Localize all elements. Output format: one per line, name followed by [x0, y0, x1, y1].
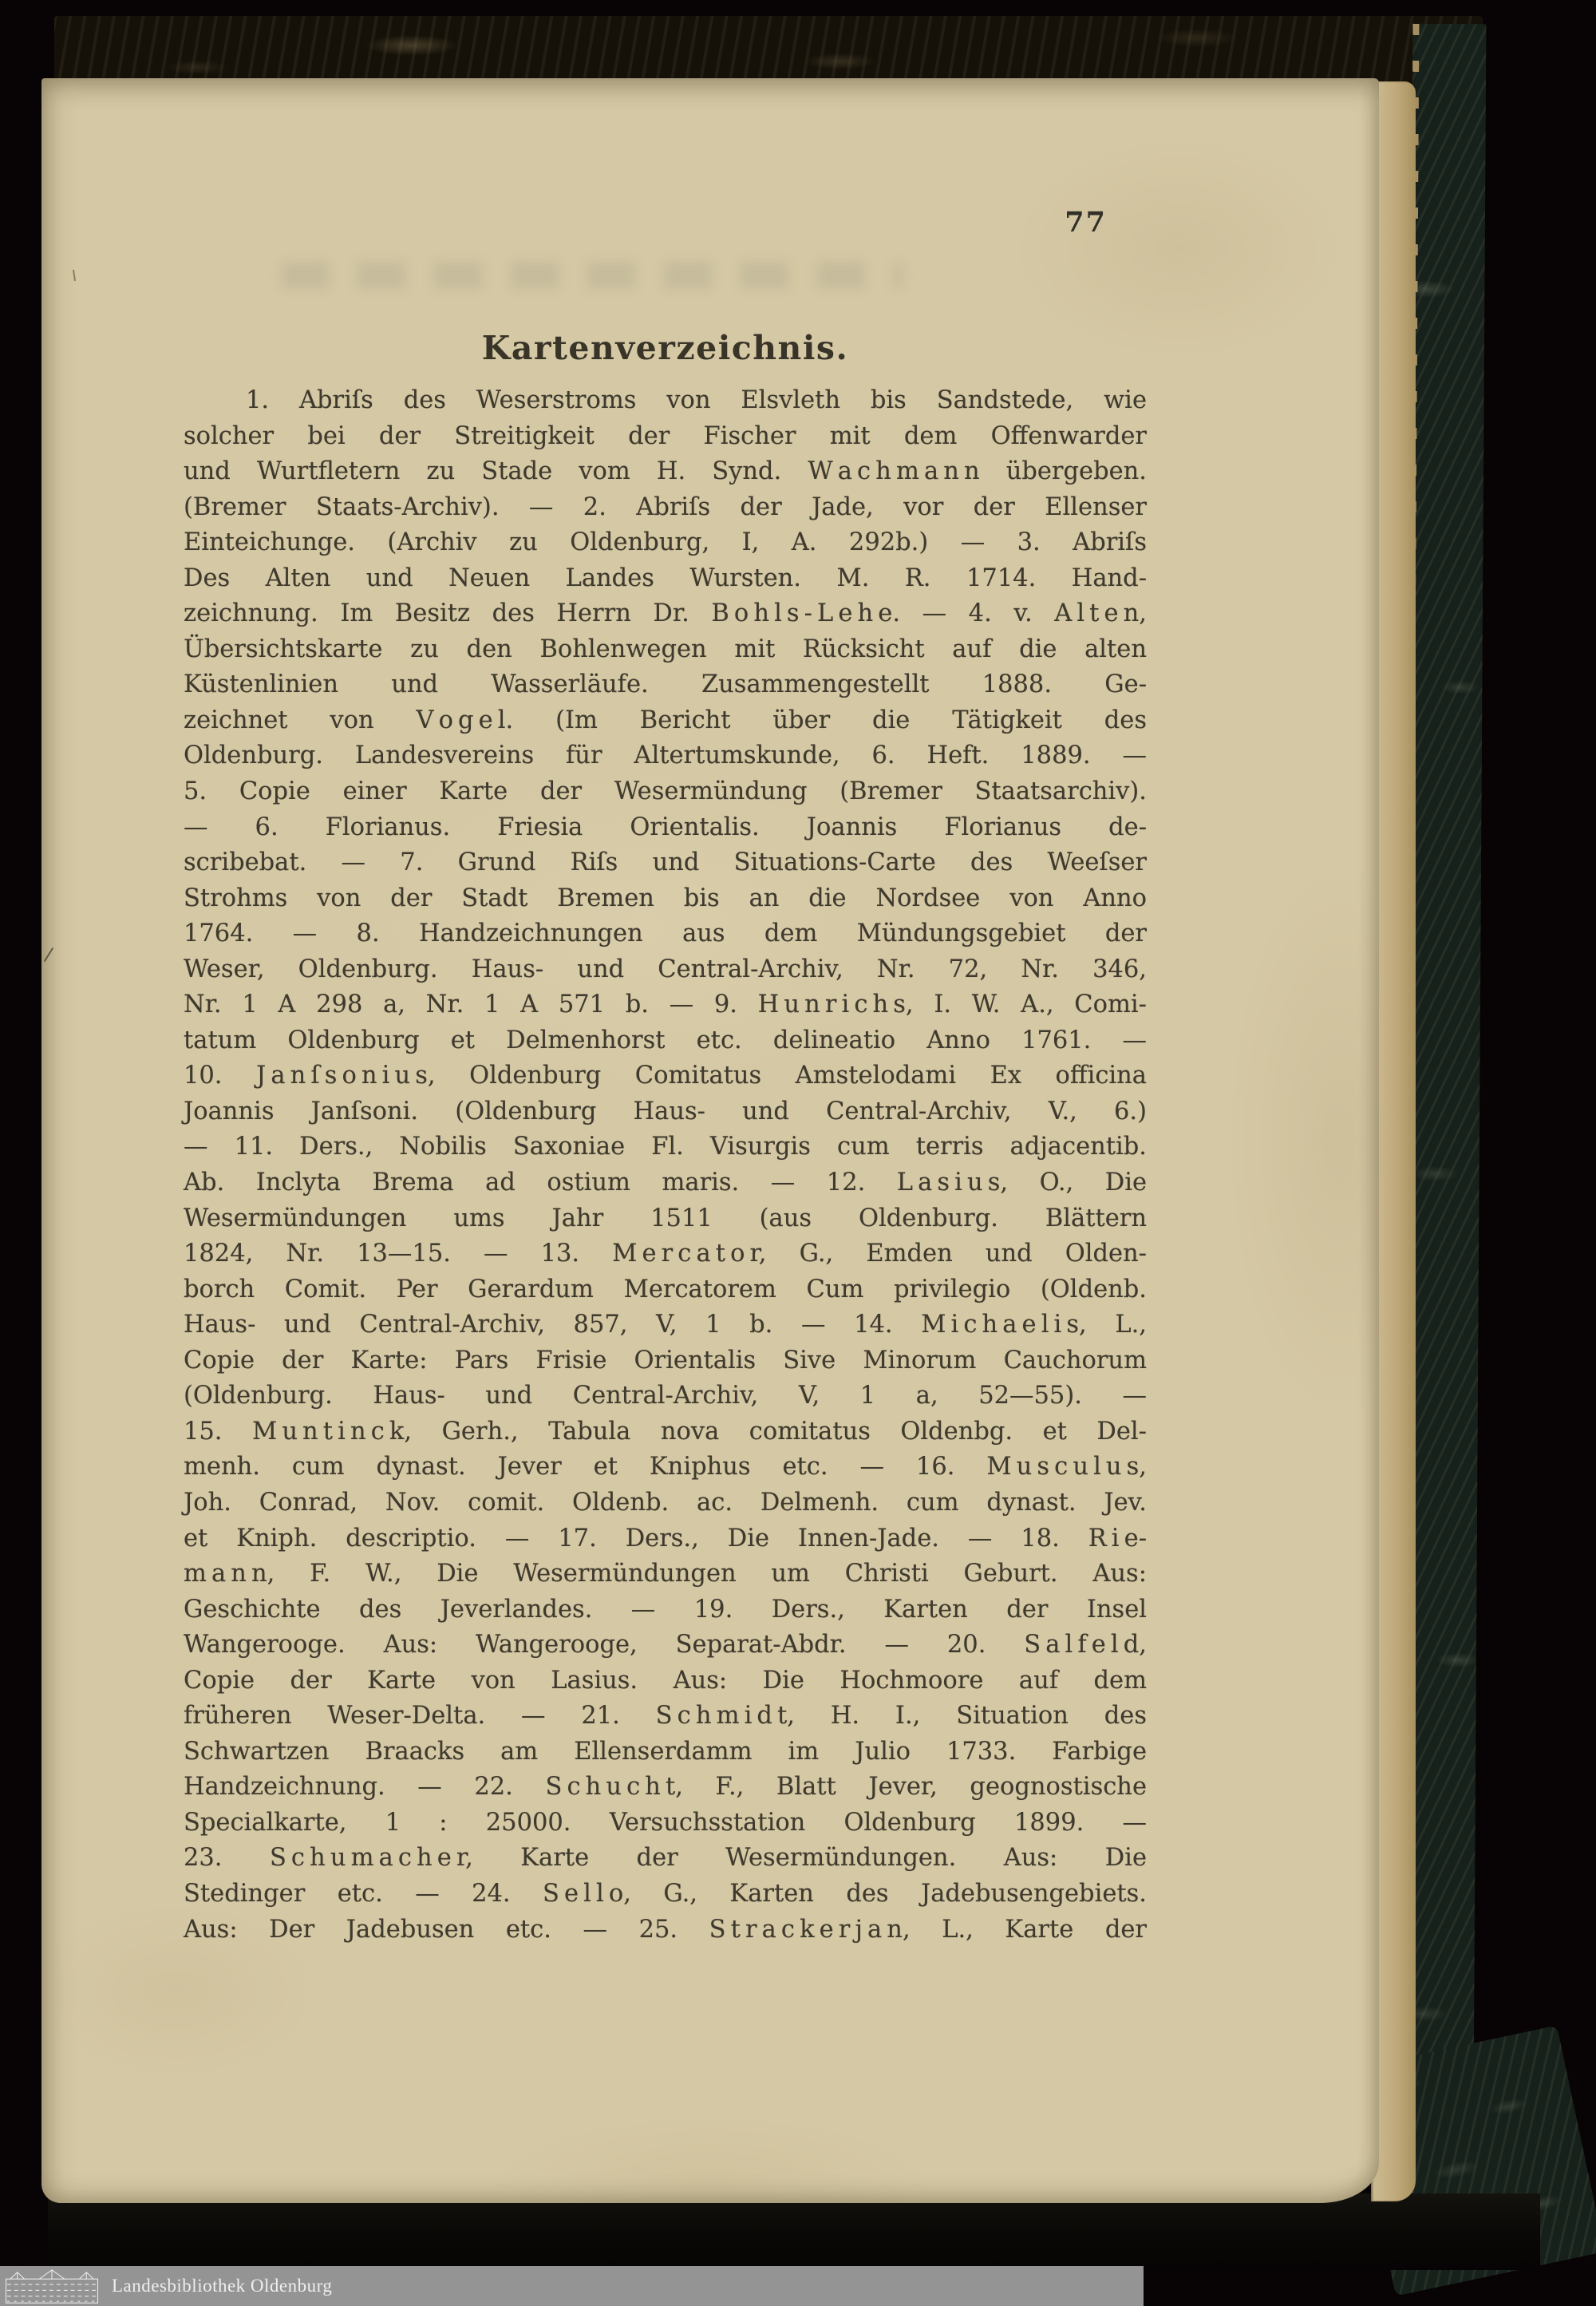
text-line: Handzeichnung. — 22. S c h u c h t, F., Blatt Jever, geognostische [184, 1773, 1147, 1802]
text-line: Des Alten und Neuen Landes Wursten. M. R. 1714. Hand- [184, 564, 1147, 592]
text-line: Einteichunge. (Archiv zu Oldenburg, I, A. 292b.) — 3. Abriſs [184, 528, 1147, 557]
text-line: (Bremer Staats-Archiv). — 2. Abriſs der Jade, vor der Ellenser [184, 492, 1147, 521]
text-line: 10. J a n ſ s o n i u s, Oldenburg Comitatus Amstelodami Ex officina [184, 1062, 1147, 1090]
text-line: 1764. — 8. Handzeichnungen aus dem Mündungsgebiet der [184, 920, 1147, 948]
text-line: m a n n, F. W., Die Wesermündungen um Christi Geburt. Aus: [184, 1560, 1147, 1588]
text-line: Stedinger etc. — 24. S e l l o, G., Karten des Jadebusengebiets. [184, 1879, 1147, 1908]
text-line: Specialkarte, 1 : 25000. Versuchsstation Oldenburg 1899. — [184, 1808, 1147, 1837]
text-line: 15. M u n t i n c k, Gerh., Tabula nova comitatus Oldenbg. et Del- [184, 1417, 1147, 1446]
text-line: — 11. Ders., Nobilis Saxoniae Fl. Visurgis cum terris adjacentib. [184, 1133, 1147, 1161]
text-line: 23. S c h u m a c h e r, Karte der Wesermündungen. Aus: Die [184, 1844, 1147, 1873]
text-line: Haus- und Central-Archiv, 857, V, 1 b. — 14. M i c h a e l i s, L., [184, 1311, 1147, 1339]
text-line: solcher bei der Streitigkeit der Fischer mit dem Offenwarder [184, 421, 1147, 450]
text-line: tatum Oldenburg et Delmenhorst etc. delineatio Anno 1761. — [184, 1026, 1147, 1054]
text-line: zeichnet von V o g e l. (Im Bericht über die Tätigkeit des [184, 706, 1147, 734]
text-line: scribebat. — 7. Grund Riſs und Situations-Carte des Weeſser [184, 848, 1147, 877]
watermark-bar [0, 2266, 1144, 2306]
text-line: 1. Abriſs des Weserstroms von Elsvleth bis Sandstede, wie [246, 386, 1147, 414]
text-line: borch Comit. Per Gerardum Mercatorem Cum privilegio (Oldenb. [184, 1275, 1147, 1303]
text-line: 5. Copie einer Karte der Wesermündung (Bremer Staatsarchiv). [184, 777, 1147, 806]
text-line: Übersichtskarte zu den Bohlenwegen mit Rücksicht auf die alten [184, 635, 1147, 663]
book-page [41, 78, 1379, 2203]
text-line: Ab. Inclyta Brema ad ostium maris. — 12. L a s i u s, O., Die [184, 1169, 1147, 1197]
text-line: Joh. Conrad, Nov. comit. Oldenb. ac. Delmenh. cum dynast. Jev. [184, 1488, 1147, 1517]
watermark-label: Landesbibliothek Oldenburg [112, 2276, 333, 2296]
text-line: Copie der Karte von Lasius. Aus: Die Hochmoore auf dem [184, 1666, 1147, 1695]
body-text [184, 383, 1147, 1948]
text-line: Wesermündungen ums Jahr 1511 (aus Oldenburg. Blättern [184, 1204, 1147, 1232]
text-line: — 6. Florianus. Friesia Orientalis. Joannis Florianus de- [184, 813, 1147, 841]
text-line: (Oldenburg. Haus- und Central-Archiv, V, 1 a, 52—55). — [184, 1382, 1147, 1410]
text-line: Strohms von der Stadt Bremen bis an die Nordsee von Anno [184, 884, 1147, 912]
page-title: Kartenverzeichnis. [481, 329, 849, 367]
text-line: 1824, Nr. 13—15. — 13. M e r c a t o r, G., Emden und Olden- [184, 1240, 1147, 1268]
text-line: Aus: Der Jadebusen etc. — 25. S t r a c k e r j a n, L., Karte der [184, 1915, 1147, 1944]
text-line: Joannis Janſsoni. (Oldenburg Haus- und Central-Archiv, V., 6.) [184, 1097, 1147, 1125]
text-line: Copie der Karte: Pars Frisie Orientalis Sive Minorum Cauchorum [184, 1346, 1147, 1375]
library-building-icon [5, 2268, 99, 2304]
show-through-smudge [281, 262, 903, 289]
text-line: Wangerooge. Aus: Wangerooge, Separat-Abdr. — 20. S a l f e l d, [184, 1631, 1147, 1659]
text-line: et Kniph. descriptio. — 17. Ders., Die Innen-Jade. — 18. R i e- [184, 1524, 1147, 1552]
margin-dash-mark [73, 270, 76, 281]
book-cover-bottom-edge [48, 2193, 1540, 2270]
text-line: Schwartzen Braacks am Ellenserdamm im Julio 1733. Farbige [184, 1737, 1147, 1766]
text-line: Küstenlinien und Wasserläufe. Zusammengestellt 1888. Ge- [184, 670, 1147, 699]
page-number: 77 [1065, 206, 1107, 239]
text-line: Nr. 1 A 298 a, Nr. 1 A 571 b. — 9. H u n r i c h s, I. W. A., Comi- [184, 991, 1147, 1019]
text-line: früheren Weser-Delta. — 21. S c h m i d t, H. I., Situation des [184, 1702, 1147, 1730]
text-line: und Wurtfletern zu Stade vom H. Synd. W a c h m a n n übergeben. [184, 457, 1147, 486]
margin-slash-mark [44, 947, 53, 962]
text-line: Oldenburg. Landesvereins für Altertumskunde, 6. Heft. 1889. — [184, 742, 1147, 770]
text-line: menh. cum dynast. Jever et Kniphus etc. — 16. M u s c u l u s, [184, 1453, 1147, 1481]
text-line: zeichnung. Im Besitz des Herrn Dr. B o h l s - L e h e. — 4. v. A l t e n, [184, 599, 1147, 628]
text-line: Geschichte des Jeverlandes. — 19. Ders., Karten der Insel [184, 1595, 1147, 1624]
text-line: Weser, Oldenburg. Haus- und Central-Archiv, Nr. 72, Nr. 346, [184, 955, 1147, 983]
